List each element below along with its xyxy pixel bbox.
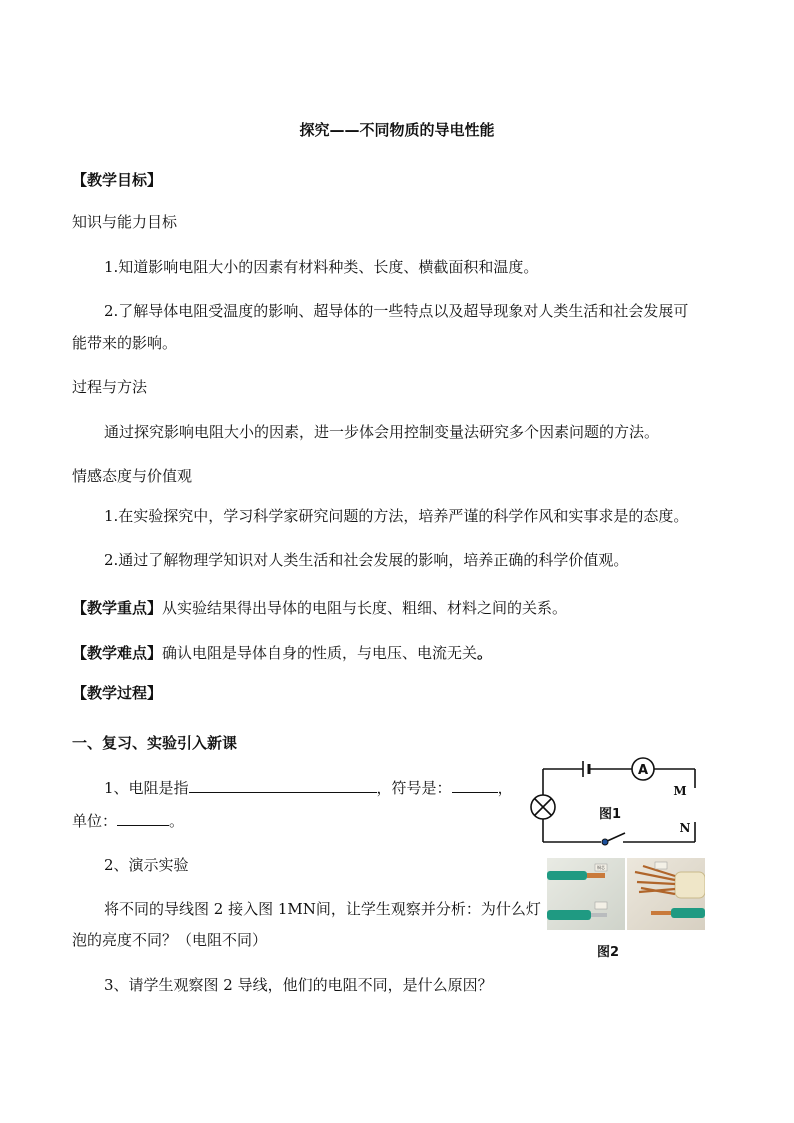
question-1-line-2 [72, 811, 184, 831]
question-1-unit-end: 。 [169, 812, 185, 830]
wire-photo [547, 858, 705, 930]
green-wire-right [671, 908, 705, 918]
wire-tag-right [655, 862, 667, 869]
process-main-heading: 【教学过程】 [72, 684, 163, 702]
question-2-line-1: 将不同的导线图 2 接入图 1MN间，让学生观察并分析：为什么灯 [104, 900, 541, 918]
figure-2-caption: 图2 [597, 945, 620, 960]
key-point-text: 从实验结果得出导体的电阻与长度、粗细、材料之间的关系。 [162, 599, 568, 617]
question-1-unit-prefix: 单位： [72, 812, 118, 830]
question-2-line-2: 泡的亮度不同？（电阻不同） [72, 931, 268, 949]
goals-heading: 【教学目标】 [72, 171, 163, 189]
answer-blank-definition[interactable] [189, 778, 377, 793]
emotion-item-2: 2.通过了解物理学知识对人类生活和社会发展的影响，培养正确的科学价值观。 [104, 551, 629, 569]
wire-tag-text: 铜芯 [597, 865, 605, 870]
process-item-1: 通过探究影响电阻大小的因素，进一步体会用控制变量法研究多个因素问题的方法。 [104, 423, 660, 441]
difficulty-label: 【教学难点】 [72, 644, 163, 662]
green-wire-bottom [547, 910, 591, 920]
question-1 [104, 778, 513, 798]
emotion-item-1: 1.在实验探究中，学习科学家研究问题的方法，培养严谨的科学作风和实事求是的态度。 [104, 507, 689, 525]
knowledge-item-1: 1.知道影响电阻大小的因素有材料种类、长度、横截面积和温度。 [104, 258, 539, 276]
green-wire-top [547, 871, 587, 880]
wire-tag-bottom [595, 902, 607, 909]
switch-pivot [602, 839, 608, 845]
aluminum-core-bottom [591, 913, 607, 917]
knowledge-heading: 知识与能力目标 [72, 213, 178, 231]
question-1-mid: ，符号是： [376, 779, 452, 797]
key-point-label: 【教学重点】 [72, 599, 163, 617]
question-2: 2、演示实验 [104, 856, 189, 874]
terminal-n-label: N [679, 821, 691, 835]
page-title: 探究——不同物质的导电性能 [299, 121, 495, 139]
ammeter-label: A [637, 763, 649, 778]
figure-1-caption: 图1 [599, 807, 622, 822]
process-heading: 过程与方法 [72, 378, 148, 396]
key-point [72, 598, 567, 618]
difficulty-end: 。 [477, 644, 493, 662]
knowledge-item-2-line-2: 能带来的影响。 [72, 334, 178, 352]
copper-core-right [651, 911, 671, 915]
question-3: 3、请学生观察图 2 导线，他们的电阻不同，是什么原因？ [104, 976, 493, 994]
difficulty-text: 确认电阻是导体自身的性质，与电压、电流无关 [162, 644, 478, 662]
copper-core-top [587, 873, 605, 878]
question-1-end: ， [497, 779, 513, 797]
difficulty [72, 643, 492, 663]
terminal-m-label: M [673, 784, 687, 798]
answer-blank-unit[interactable] [117, 811, 169, 826]
section-1-heading: 一、复习、实验引入新课 [72, 734, 238, 752]
question-1-prefix: 1、电阻是指 [104, 779, 189, 797]
emotion-heading: 情感态度与价值观 [72, 467, 193, 485]
answer-blank-symbol[interactable] [452, 778, 498, 793]
thick-cable-sheath [675, 872, 705, 898]
knowledge-item-2-line-1: 2.了解导体电阻受温度的影响、超导体的一些特点以及超导现象对人类生活和社会发展可 [104, 302, 689, 320]
